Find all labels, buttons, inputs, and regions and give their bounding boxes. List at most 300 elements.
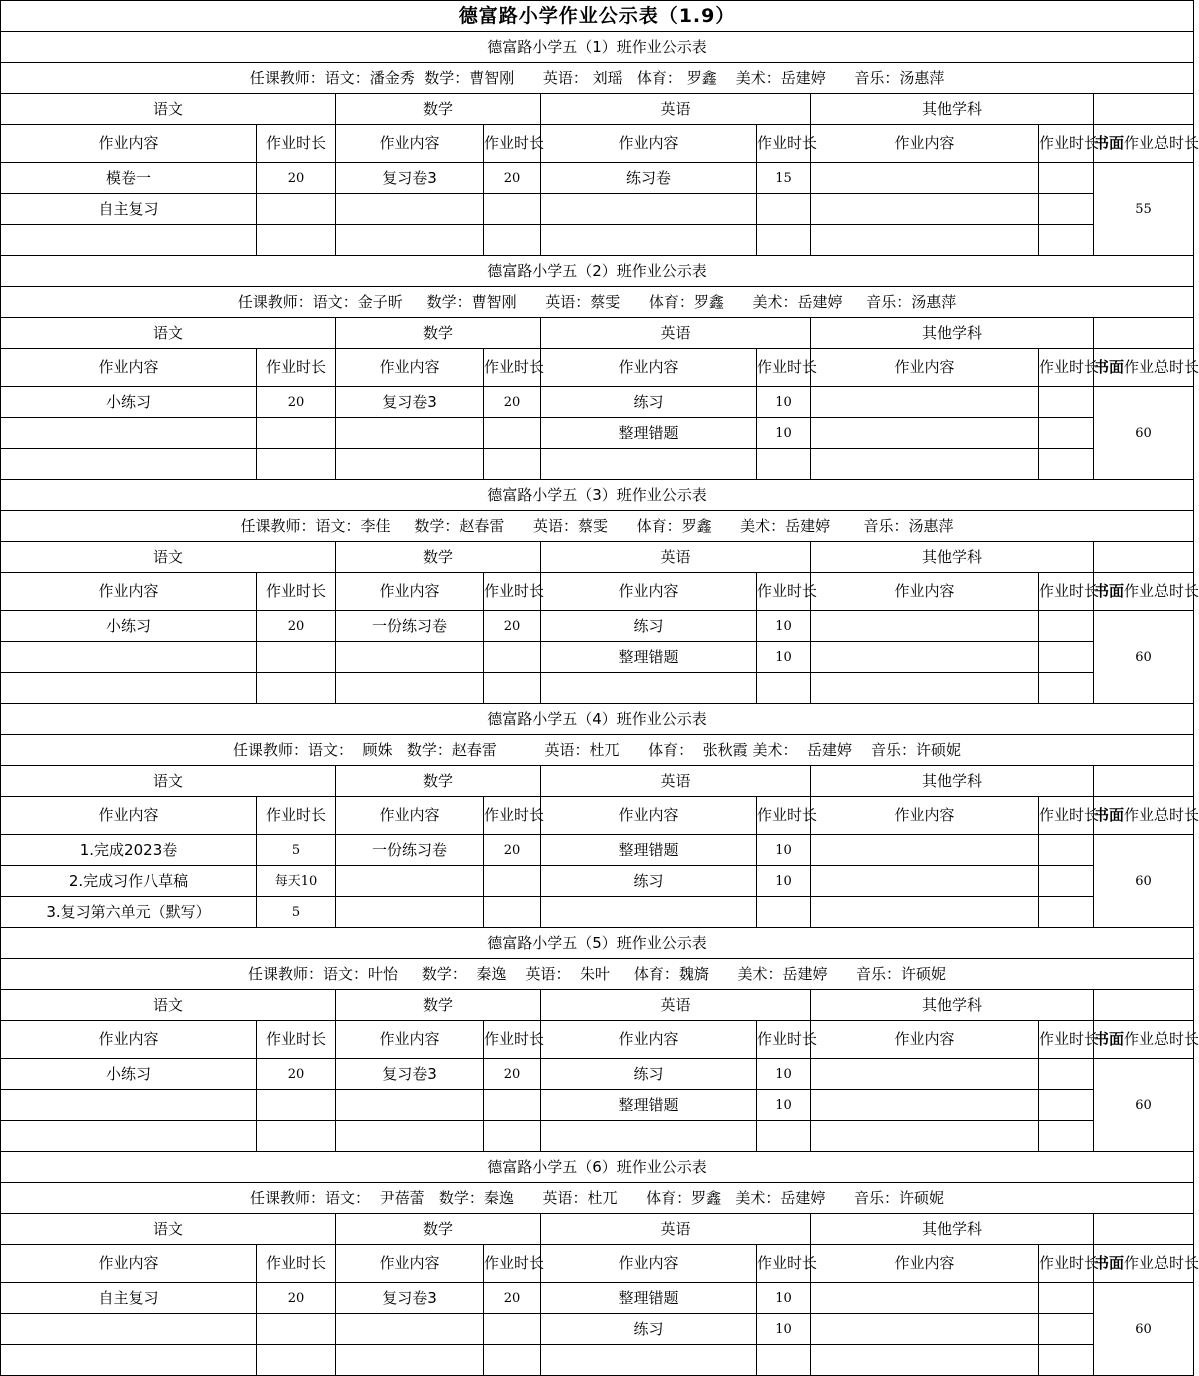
duration-cell	[484, 194, 541, 225]
content-cell	[336, 897, 484, 928]
content-cell	[336, 673, 484, 704]
content-cell: 复习卷3	[336, 1059, 484, 1090]
subject-header-row	[1, 766, 1194, 797]
content-cell	[811, 1283, 1039, 1314]
duration-cell	[1039, 673, 1094, 704]
header-duration: 作业时长	[257, 1245, 336, 1283]
duration-cell	[257, 418, 336, 449]
duration-cell	[484, 1121, 541, 1152]
duration-cell	[484, 449, 541, 480]
header-total-rest: 作业总时长	[1124, 1030, 1199, 1048]
header-total-bold: 书面	[1094, 1030, 1125, 1048]
total-duration-cell: 60	[1094, 835, 1194, 928]
header-content: 作业内容	[336, 1245, 484, 1283]
duration-cell: 20	[257, 387, 336, 418]
content-cell	[541, 225, 757, 256]
content-cell	[811, 673, 1039, 704]
duration-cell: 10	[757, 1059, 811, 1090]
class-title-row	[1, 704, 1194, 735]
teachers-list: 任课教师：语文：潘金秀 数学：曹智刚 英语： 刘瑶 体育： 罗鑫 美术：岳建婷 音乐：汤惠萍	[1, 63, 1194, 94]
header-content: 作业内容	[541, 349, 757, 387]
duration-cell	[1039, 1283, 1094, 1314]
content-cell	[811, 194, 1039, 225]
content-cell: 练习	[541, 1314, 757, 1345]
header-content: 作业内容	[541, 797, 757, 835]
content-cell: 2.完成习作八草稿	[1, 866, 257, 897]
table-row	[1, 387, 1194, 418]
duration-cell: 20	[484, 387, 541, 418]
column-header-row	[1, 797, 1194, 835]
subject-header-row	[1, 318, 1194, 349]
duration-cell	[1039, 449, 1094, 480]
duration-cell	[757, 897, 811, 928]
table-row	[1, 1345, 1194, 1376]
content-cell	[336, 642, 484, 673]
header-duration: 作业时长	[1039, 573, 1094, 611]
subject-header-row	[1, 94, 1194, 125]
header-total	[1094, 573, 1199, 611]
header-duration: 作业时长	[257, 349, 336, 387]
header-content: 作业内容	[811, 125, 1039, 163]
content-cell	[336, 866, 484, 897]
teachers-list: 任课教师：语文： 顾姝 数学：赵春雷 英语：杜兀 体育： 张秋霞 美术： 岳建婷 音乐：许硕妮	[1, 735, 1194, 766]
teachers-list: 任课教师：语文：李佳 数学：赵春雷 英语：蔡雯 体育：罗鑫 美术：岳建婷 音乐：汤惠萍	[1, 511, 1194, 542]
header-duration: 作业时长	[757, 125, 811, 163]
header-content: 作业内容	[541, 1245, 757, 1283]
teachers-row	[1, 959, 1194, 990]
header-total-rest: 作业总时长	[1124, 806, 1199, 824]
duration-cell: 10	[757, 1283, 811, 1314]
header-content: 作业内容	[541, 125, 757, 163]
header-duration: 作业时长	[1039, 797, 1094, 835]
duration-cell	[257, 194, 336, 225]
class-title-row	[1, 480, 1194, 511]
content-cell	[811, 866, 1039, 897]
content-cell: 整理错题	[541, 1090, 757, 1121]
subject-header-row	[1, 542, 1194, 573]
column-header-row	[1, 1021, 1194, 1059]
duration-cell	[1039, 611, 1094, 642]
duration-cell: 20	[484, 163, 541, 194]
content-cell: 复习卷3	[336, 1283, 484, 1314]
content-cell: 复习卷3	[336, 387, 484, 418]
content-cell	[811, 163, 1039, 194]
header-content: 作业内容	[541, 573, 757, 611]
duration-cell	[1039, 1090, 1094, 1121]
duration-cell	[257, 1345, 336, 1376]
duration-cell	[484, 897, 541, 928]
header-total	[1094, 1245, 1199, 1283]
content-cell	[336, 225, 484, 256]
class-title-row	[1, 1152, 1194, 1183]
duration-cell	[484, 866, 541, 897]
total-duration-cell: 60	[1094, 387, 1194, 480]
duration-cell: 20	[257, 1283, 336, 1314]
content-cell: 3.复习第六单元（默写）	[1, 897, 257, 928]
subject-chinese: 语文	[1, 1214, 336, 1245]
header-duration: 作业时长	[757, 1021, 811, 1059]
subject-other: 其他学科	[811, 542, 1094, 573]
duration-cell	[1039, 835, 1094, 866]
table-row	[1, 897, 1194, 928]
duration-cell	[1039, 387, 1094, 418]
subject-chinese: 语文	[1, 766, 336, 797]
duration-cell	[257, 1314, 336, 1345]
content-cell: 整理错题	[541, 1283, 757, 1314]
subject-english: 英语	[541, 766, 811, 797]
duration-cell	[757, 1121, 811, 1152]
subject-empty	[1094, 542, 1194, 573]
duration-cell	[1039, 866, 1094, 897]
total-duration-cell: 60	[1094, 1283, 1194, 1376]
header-total-rest: 作业总时长	[1124, 134, 1199, 152]
duration-cell	[484, 1345, 541, 1376]
subject-other: 其他学科	[811, 766, 1094, 797]
header-total-bold: 书面	[1094, 134, 1125, 152]
content-cell	[1, 1345, 257, 1376]
header-total-bold: 书面	[1094, 582, 1125, 600]
teachers-row	[1, 1183, 1194, 1214]
header-duration: 作业时长	[257, 125, 336, 163]
duration-cell	[257, 225, 336, 256]
teachers-row	[1, 63, 1194, 94]
content-cell: 一份练习卷	[336, 835, 484, 866]
content-cell	[1, 449, 257, 480]
subject-empty	[1094, 766, 1194, 797]
content-cell: 复习卷3	[336, 163, 484, 194]
duration-cell	[1039, 225, 1094, 256]
subject-math: 数学	[336, 1214, 541, 1245]
content-cell	[1, 1090, 257, 1121]
duration-cell	[484, 642, 541, 673]
header-duration: 作业时长	[757, 349, 811, 387]
header-duration: 作业时长	[1039, 1245, 1094, 1283]
table-row	[1, 1314, 1194, 1345]
content-cell: 自主复习	[1, 194, 257, 225]
subject-header-row	[1, 1214, 1194, 1245]
header-duration: 作业时长	[257, 573, 336, 611]
subject-other: 其他学科	[811, 1214, 1094, 1245]
duration-cell	[1039, 1314, 1094, 1345]
table-row	[1, 673, 1194, 704]
table-row	[1, 194, 1194, 225]
header-duration: 作业时长	[484, 1245, 541, 1283]
header-duration: 作业时长	[1039, 125, 1094, 163]
duration-cell	[1039, 897, 1094, 928]
content-cell	[811, 835, 1039, 866]
table-row	[1, 163, 1194, 194]
content-cell: 小练习	[1, 611, 257, 642]
content-cell	[336, 1090, 484, 1121]
table-row	[1, 1059, 1194, 1090]
header-content: 作业内容	[336, 573, 484, 611]
duration-cell: 10	[757, 642, 811, 673]
duration-cell: 10	[757, 611, 811, 642]
teachers-list: 任课教师：语文： 尹蓓蕾 数学：秦逸 英语：杜兀 体育：罗鑫 美术：岳建婷 音乐：许硕妮	[1, 1183, 1194, 1214]
header-content: 作业内容	[1, 125, 257, 163]
class-title-row	[1, 256, 1194, 287]
header-content: 作业内容	[336, 349, 484, 387]
content-cell: 自主复习	[1, 1283, 257, 1314]
table-row	[1, 642, 1194, 673]
duration-cell: 20	[484, 1283, 541, 1314]
content-cell	[336, 1345, 484, 1376]
title-row	[1, 1, 1194, 32]
content-cell: 练习	[541, 866, 757, 897]
content-cell: 整理错题	[541, 835, 757, 866]
subject-math: 数学	[336, 318, 541, 349]
subject-chinese: 语文	[1, 94, 336, 125]
subject-other: 其他学科	[811, 990, 1094, 1021]
duration-cell	[484, 1090, 541, 1121]
duration-cell	[1039, 642, 1094, 673]
content-cell: 模卷一	[1, 163, 257, 194]
duration-cell: 5	[257, 897, 336, 928]
teachers-list: 任课教师：语文：金子昕 数学：曹智刚 英语：蔡雯 体育：罗鑫 美术：岳建婷 音乐：汤惠萍	[1, 287, 1194, 318]
duration-cell: 20	[257, 163, 336, 194]
header-content: 作业内容	[811, 797, 1039, 835]
header-content: 作业内容	[1, 1245, 257, 1283]
column-header-row	[1, 125, 1194, 163]
duration-cell	[257, 642, 336, 673]
table-row	[1, 418, 1194, 449]
header-total-rest: 作业总时长	[1124, 1254, 1199, 1272]
header-duration: 作业时长	[757, 573, 811, 611]
content-cell: 练习	[541, 611, 757, 642]
header-total-rest: 作业总时长	[1124, 358, 1199, 376]
content-cell	[336, 449, 484, 480]
duration-cell: 10	[757, 387, 811, 418]
header-content: 作业内容	[336, 125, 484, 163]
teachers-list: 任课教师：语文：叶怡 数学： 秦逸 英语： 朱叶 体育：魏旖 美术：岳建婷 音乐：许硕妮	[1, 959, 1194, 990]
subject-empty	[1094, 1214, 1194, 1245]
duration-cell: 10	[757, 418, 811, 449]
header-duration: 作业时长	[757, 797, 811, 835]
duration-cell	[484, 1314, 541, 1345]
class-title: 德富路小学五（4）班作业公示表	[1, 704, 1194, 735]
content-cell	[1, 673, 257, 704]
content-cell	[1, 642, 257, 673]
duration-cell	[1039, 194, 1094, 225]
content-cell	[811, 897, 1039, 928]
table-row	[1, 1283, 1194, 1314]
duration-cell	[1039, 1121, 1094, 1152]
header-duration: 作业时长	[484, 349, 541, 387]
header-duration: 作业时长	[257, 797, 336, 835]
subject-empty	[1094, 318, 1194, 349]
duration-cell	[1039, 418, 1094, 449]
header-duration: 作业时长	[1039, 1021, 1094, 1059]
header-content: 作业内容	[811, 573, 1039, 611]
subject-english: 英语	[541, 94, 811, 125]
header-duration: 作业时长	[484, 573, 541, 611]
duration-cell: 10	[757, 1314, 811, 1345]
content-cell	[1, 1121, 257, 1152]
header-total	[1094, 125, 1199, 163]
header-duration: 作业时长	[484, 797, 541, 835]
table-row	[1, 835, 1194, 866]
class-title: 德富路小学五（2）班作业公示表	[1, 256, 1194, 287]
duration-cell	[757, 449, 811, 480]
subject-other: 其他学科	[811, 94, 1094, 125]
duration-cell	[1039, 1059, 1094, 1090]
content-cell	[336, 1121, 484, 1152]
content-cell	[1, 225, 257, 256]
duration-cell	[757, 225, 811, 256]
duration-cell: 10	[757, 866, 811, 897]
content-cell	[811, 1090, 1039, 1121]
total-duration-cell: 60	[1094, 611, 1194, 704]
column-header-row	[1, 573, 1194, 611]
duration-cell	[257, 1090, 336, 1121]
class-title: 德富路小学五（5）班作业公示表	[1, 928, 1194, 959]
class-title-row	[1, 32, 1194, 63]
class-title: 德富路小学五（3）班作业公示表	[1, 480, 1194, 511]
duration-cell	[257, 1121, 336, 1152]
header-total-bold: 书面	[1094, 806, 1125, 824]
content-cell	[811, 1314, 1039, 1345]
subject-math: 数学	[336, 990, 541, 1021]
header-duration: 作业时长	[757, 1245, 811, 1283]
duration-cell: 20	[257, 1059, 336, 1090]
content-cell	[811, 1345, 1039, 1376]
subject-chinese: 语文	[1, 318, 336, 349]
content-cell	[811, 1121, 1039, 1152]
header-content: 作业内容	[1, 349, 257, 387]
subject-math: 数学	[336, 766, 541, 797]
header-content: 作业内容	[811, 349, 1039, 387]
table-row	[1, 1121, 1194, 1152]
header-total	[1094, 349, 1199, 387]
header-content: 作业内容	[1, 797, 257, 835]
header-total-bold: 书面	[1094, 1254, 1125, 1272]
duration-cell	[484, 225, 541, 256]
content-cell	[336, 1314, 484, 1345]
header-duration: 作业时长	[484, 125, 541, 163]
teachers-row	[1, 511, 1194, 542]
duration-cell	[1039, 163, 1094, 194]
header-content: 作业内容	[336, 1021, 484, 1059]
duration-cell	[757, 673, 811, 704]
duration-cell	[484, 673, 541, 704]
header-duration: 作业时长	[257, 1021, 336, 1059]
content-cell	[541, 449, 757, 480]
class-title-row	[1, 928, 1194, 959]
content-cell: 整理错题	[541, 418, 757, 449]
class-title: 德富路小学五（6）班作业公示表	[1, 1152, 1194, 1183]
duration-cell	[257, 673, 336, 704]
table-row	[1, 866, 1194, 897]
header-content: 作业内容	[1, 573, 257, 611]
duration-cell	[484, 418, 541, 449]
header-content: 作业内容	[811, 1245, 1039, 1283]
content-cell	[1, 1314, 257, 1345]
content-cell: 1.完成2023卷	[1, 835, 257, 866]
subject-chinese: 语文	[1, 542, 336, 573]
duration-cell: 20	[484, 1059, 541, 1090]
header-total-bold: 书面	[1094, 358, 1125, 376]
content-cell	[336, 194, 484, 225]
teachers-row	[1, 287, 1194, 318]
header-total-rest: 作业总时长	[1124, 582, 1199, 600]
content-cell	[336, 418, 484, 449]
duration-cell: 15	[757, 163, 811, 194]
content-cell	[811, 418, 1039, 449]
duration-cell	[757, 1345, 811, 1376]
duration-cell: 每天10	[257, 866, 336, 897]
content-cell: 小练习	[1, 387, 257, 418]
subject-chinese: 语文	[1, 990, 336, 1021]
subject-math: 数学	[336, 94, 541, 125]
duration-cell: 20	[257, 611, 336, 642]
subject-english: 英语	[541, 1214, 811, 1245]
table-body	[1, 1, 1199, 1376]
content-cell: 练习卷	[541, 163, 757, 194]
content-cell	[541, 1121, 757, 1152]
subject-other: 其他学科	[811, 318, 1094, 349]
content-cell	[811, 225, 1039, 256]
duration-cell	[1039, 1345, 1094, 1376]
header-duration: 作业时长	[1039, 349, 1094, 387]
header-content: 作业内容	[541, 1021, 757, 1059]
class-title: 德富路小学五（1）班作业公示表	[1, 32, 1194, 63]
table-row	[1, 225, 1194, 256]
content-cell	[811, 642, 1039, 673]
duration-cell: 10	[757, 1090, 811, 1121]
subject-empty	[1094, 990, 1194, 1021]
content-cell: 练习	[541, 1059, 757, 1090]
sheet-title: 德富路小学作业公示表（1.9）	[1, 1, 1194, 32]
subject-header-row	[1, 990, 1194, 1021]
content-cell: 小练习	[1, 1059, 257, 1090]
header-total	[1094, 1021, 1199, 1059]
subject-english: 英语	[541, 542, 811, 573]
content-cell: 练习	[541, 387, 757, 418]
duration-cell	[757, 194, 811, 225]
column-header-row	[1, 349, 1194, 387]
subject-english: 英语	[541, 318, 811, 349]
content-cell	[811, 611, 1039, 642]
teachers-row	[1, 735, 1194, 766]
content-cell	[811, 1059, 1039, 1090]
content-cell	[541, 1345, 757, 1376]
subject-math: 数学	[336, 542, 541, 573]
content-cell	[541, 194, 757, 225]
table-row	[1, 449, 1194, 480]
content-cell	[811, 387, 1039, 418]
total-duration-cell: 60	[1094, 1059, 1194, 1152]
content-cell: 一份练习卷	[336, 611, 484, 642]
duration-cell: 10	[757, 835, 811, 866]
table-row	[1, 611, 1194, 642]
duration-cell: 20	[484, 611, 541, 642]
header-content: 作业内容	[1, 1021, 257, 1059]
content-cell: 整理错题	[541, 642, 757, 673]
header-content: 作业内容	[811, 1021, 1039, 1059]
duration-cell: 20	[484, 835, 541, 866]
subject-empty	[1094, 94, 1194, 125]
header-content: 作业内容	[336, 797, 484, 835]
header-total	[1094, 797, 1199, 835]
content-cell	[541, 673, 757, 704]
header-duration: 作业时长	[484, 1021, 541, 1059]
content-cell	[811, 449, 1039, 480]
total-duration-cell: 55	[1094, 163, 1194, 256]
duration-cell: 5	[257, 835, 336, 866]
table-row	[1, 1090, 1194, 1121]
duration-cell	[257, 449, 336, 480]
column-header-row	[1, 1245, 1194, 1283]
